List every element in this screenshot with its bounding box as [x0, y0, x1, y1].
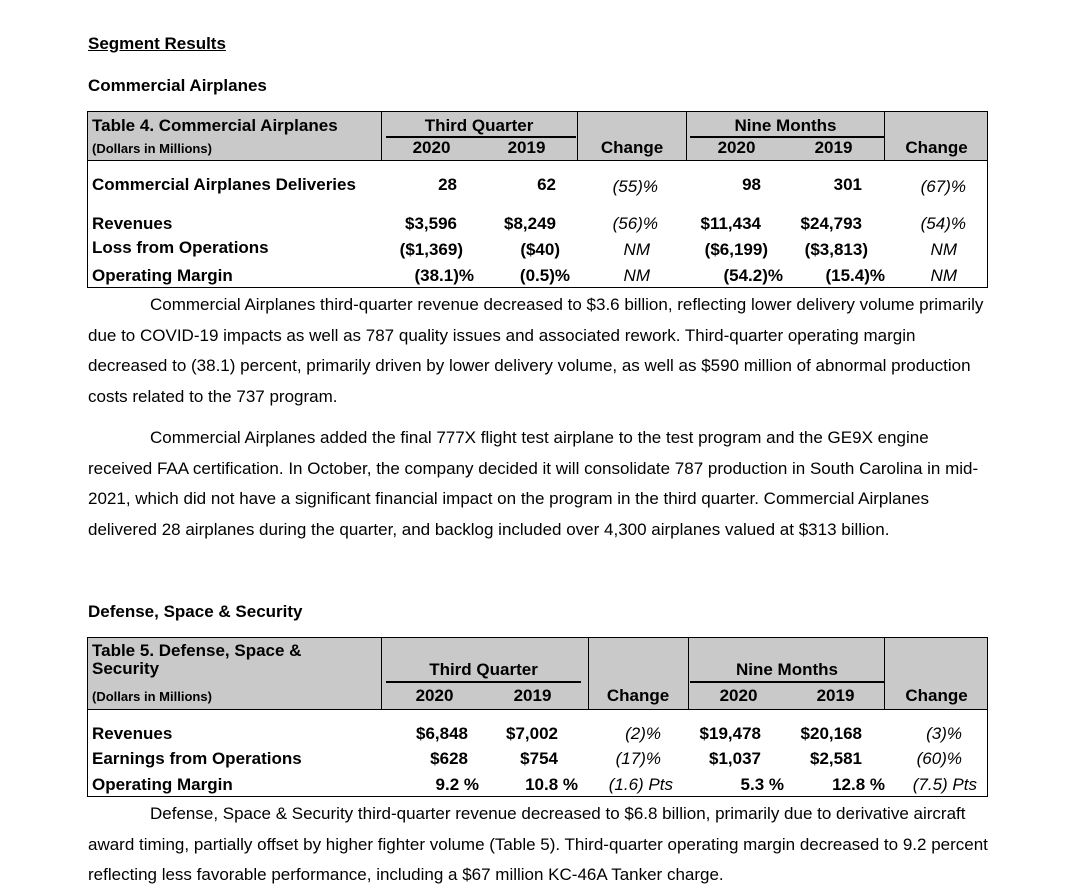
table-title: Table 4. Commercial Airplanes — [92, 116, 338, 135]
row-change: NM — [930, 266, 957, 285]
table-5-defense-space-security — [87, 637, 988, 797]
row-label: Operating Margin — [92, 775, 233, 794]
table-4-commercial-airplanes — [87, 111, 988, 288]
row-change: NM — [930, 240, 957, 259]
row-change: (7.5) Pts — [912, 775, 977, 794]
row-value: 10.8 % — [525, 775, 578, 794]
table-unit: (Dollars in Millions) — [92, 141, 212, 156]
col-2019-nine: 2019 — [814, 138, 853, 157]
row-change: (67)% — [920, 177, 966, 196]
col-2019: 2019 — [513, 686, 552, 705]
row-value: ($6,199) — [704, 240, 768, 259]
row-label: Operating Margin — [92, 266, 233, 285]
col-2020-nine: 2020 — [719, 686, 758, 705]
row-value: ($1,369) — [399, 240, 463, 259]
row-value: $19,478 — [699, 724, 761, 743]
row-change: NM — [623, 266, 650, 285]
row-label: Revenues — [92, 724, 173, 743]
row-value: 28 — [438, 175, 457, 194]
ca-paragraph-2: Commercial Airplanes added the final 777X flight test airplane to the test program and the GE9X engine received FAA certification. In October, the company decided it will consolidate 787 production in South Carolina in mid-2021, which did not have a significant financial impact on the program in the third quarter. Commercial Airplanes delivered 28 airplanes during the quarter, and backlog included over 4,300 airplanes valued at $313 billion. — [88, 428, 979, 539]
row-label: Earnings from Operations — [92, 749, 302, 768]
commercial-airplanes-heading: Commercial Airplanes — [88, 76, 267, 95]
row-label: Commercial Airplanes Deliveries — [92, 175, 356, 194]
row-change: (2)% — [625, 724, 661, 743]
col-2019: 2019 — [507, 138, 546, 157]
segment-results-heading: Segment Results — [88, 34, 226, 53]
row-change: (3)% — [926, 724, 962, 743]
defense-space-security-heading: Defense, Space & Security — [88, 602, 303, 621]
col-change-nine: Change — [905, 686, 968, 705]
row-label: Revenues — [92, 214, 173, 233]
nine-months-header: Nine Months — [736, 660, 838, 679]
row-value: (38.1)% — [414, 266, 474, 285]
col-2020-nine: 2020 — [717, 138, 756, 157]
row-value: (0.5)% — [519, 266, 570, 285]
nine-months-header: Nine Months — [734, 116, 837, 135]
row-value: ($3,813) — [804, 240, 868, 259]
ca-paragraph-1: Commercial Airplanes third-quarter revenue decreased to $3.6 billion, reflecting lower delivery volume primarily due to COVID-19 impacts as well as 787 quality issues and associated rework. Third-quarter operating margin decreased to (38.1) percent, primarily driven by lower delivery volume, as well as $590 million of abnormal production costs related to the 737 program. — [88, 295, 984, 406]
row-value: $754 — [520, 749, 558, 768]
table-unit: (Dollars in Millions) — [92, 689, 212, 704]
col-2020: 2020 — [412, 138, 451, 157]
col-2020: 2020 — [415, 686, 454, 705]
table-title: Table 5. Defense, Space & Security — [92, 641, 302, 678]
row-value: 62 — [537, 175, 556, 194]
row-value: $20,168 — [800, 724, 862, 743]
bds-paragraph-1: Defense, Space & Security third-quarter revenue decreased to $6.8 billion, primarily due to derivative aircraft award timing, partially offset by higher fighter volume (Table 5). Third-quarter operating margin decreased to 9.2 percent reflecting less favorable performance, including a $67 million KC-46A Tanker charge. — [88, 804, 988, 884]
col-change: Change — [606, 686, 670, 705]
row-value: 301 — [833, 175, 862, 194]
row-value: $8,249 — [504, 214, 556, 233]
row-value: $3,596 — [405, 214, 457, 233]
row-change: (56)% — [612, 214, 658, 233]
col-change-nine: Change — [905, 138, 968, 157]
row-value: ($40) — [520, 240, 560, 259]
row-value: 5.3 % — [740, 775, 784, 794]
row-value: $11,434 — [700, 214, 761, 233]
row-change: (55)% — [612, 177, 658, 196]
row-change: (54)% — [920, 214, 966, 233]
row-value: 12.8 % — [832, 775, 885, 794]
col-2019-nine: 2019 — [816, 686, 855, 705]
row-value: (15.4)% — [825, 266, 885, 285]
row-change: NM — [623, 240, 650, 259]
row-label: Loss from Operations — [92, 238, 269, 257]
col-change: Change — [600, 138, 664, 157]
row-value: $1,037 — [709, 749, 761, 768]
row-value: 98 — [742, 175, 761, 194]
third-quarter-header: Third Quarter — [424, 116, 534, 135]
third-quarter-header: Third Quarter — [429, 660, 538, 679]
row-value: $2,581 — [810, 749, 862, 768]
row-change: (1.6) Pts — [608, 775, 673, 794]
row-value: 9.2 % — [435, 775, 479, 794]
row-change: (60)% — [916, 749, 962, 768]
row-value: $7,002 — [506, 724, 558, 743]
row-value: $6,848 — [416, 724, 468, 743]
row-value: $24,793 — [800, 214, 862, 233]
row-value: (54.2)% — [723, 266, 783, 285]
row-change: (17)% — [615, 749, 661, 768]
row-value: $628 — [430, 749, 468, 768]
